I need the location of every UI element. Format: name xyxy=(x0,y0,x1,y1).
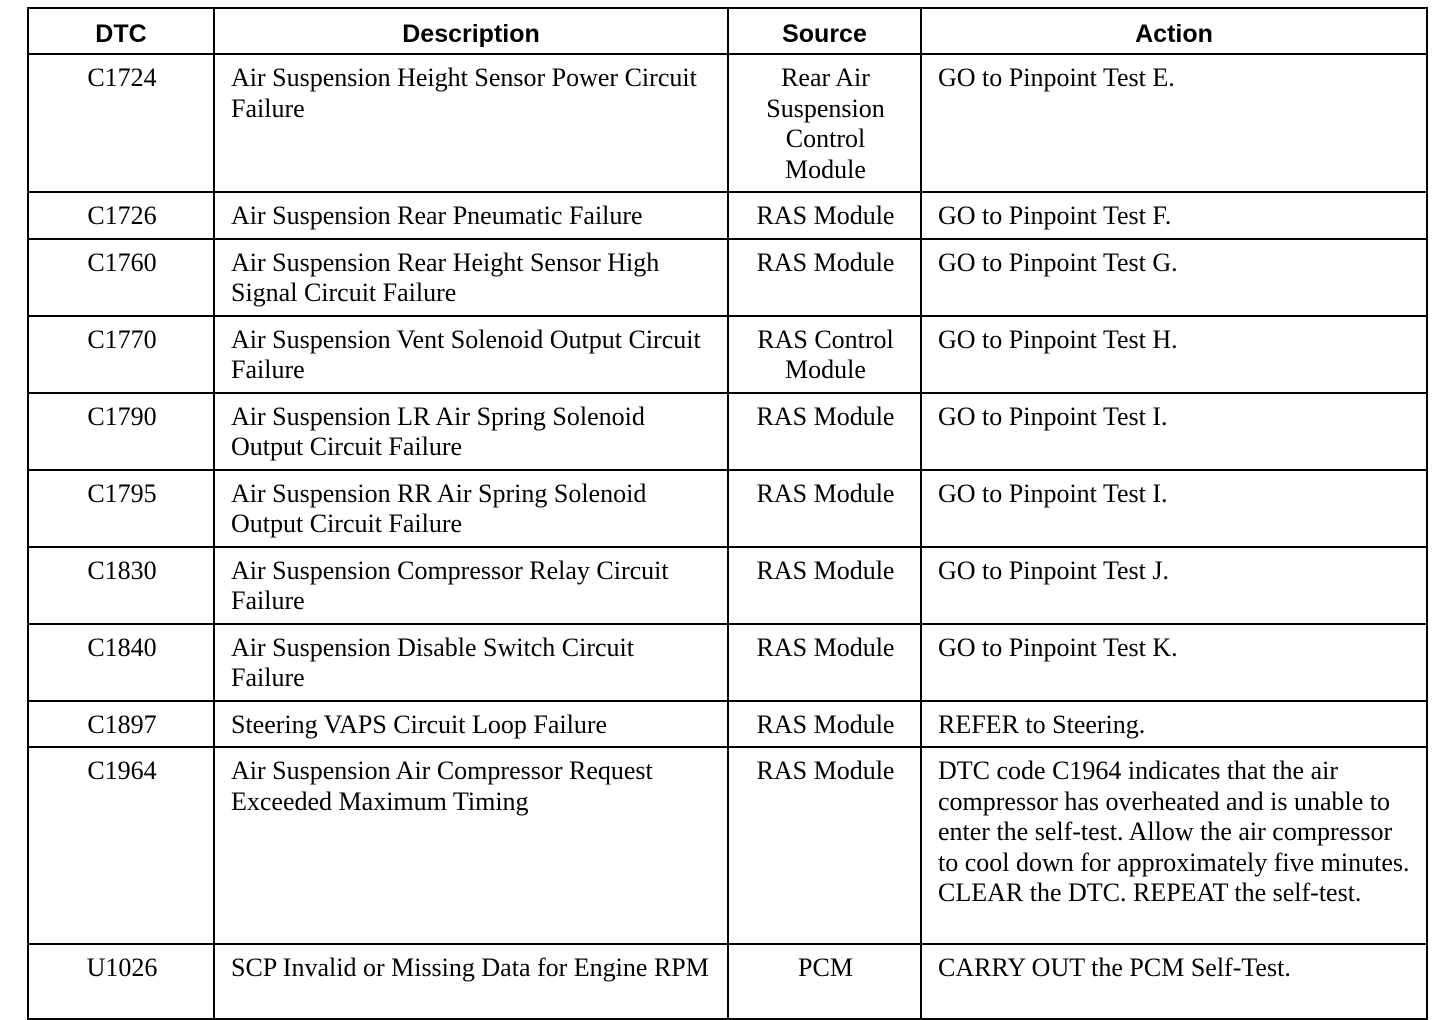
source-cell: RAS Control Module xyxy=(728,316,921,393)
table-row xyxy=(28,54,1427,192)
header-source: Source xyxy=(728,8,921,54)
source-cell: RAS Module xyxy=(728,393,921,470)
source-cell: RAS Module xyxy=(728,747,921,944)
action-cell: GO to Pinpoint Test K. xyxy=(921,624,1427,701)
action-cell: DTC code C1964 indicates that the air compressor has overheated and is unable to enter the self-test. Allow the air compressor to cool down for approximately five minutes. CLEAR the DTC. REPEAT the self-test. xyxy=(921,747,1427,944)
source-cell: Rear Air Suspension Control Module xyxy=(728,54,921,192)
table-header-row xyxy=(28,8,1427,54)
description-cell: Air Suspension Air Compressor Request Exceeded Maximum Timing xyxy=(214,747,728,944)
dtc-table xyxy=(27,7,1428,1020)
header-action: Action xyxy=(921,8,1427,54)
source-cell: PCM xyxy=(728,944,921,1019)
dtc-cell: C1897 xyxy=(28,701,214,748)
dtc-cell: C1964 xyxy=(28,747,214,944)
description-cell: Steering VAPS Circuit Loop Failure xyxy=(214,701,728,748)
description-cell: Air Suspension Compressor Relay Circuit Failure xyxy=(214,547,728,624)
table-row xyxy=(28,393,1427,470)
action-cell: REFER to Steering. xyxy=(921,701,1427,748)
action-cell: GO to Pinpoint Test I. xyxy=(921,470,1427,547)
table-row xyxy=(28,944,1427,1019)
table-row xyxy=(28,192,1427,239)
action-cell: GO to Pinpoint Test F. xyxy=(921,192,1427,239)
action-cell: GO to Pinpoint Test J. xyxy=(921,547,1427,624)
table-row xyxy=(28,239,1427,316)
header-description: Description xyxy=(214,8,728,54)
description-cell: Air Suspension RR Air Spring Solenoid Output Circuit Failure xyxy=(214,470,728,547)
dtc-cell: C1830 xyxy=(28,547,214,624)
description-cell: Air Suspension Height Sensor Power Circuit Failure xyxy=(214,54,728,192)
action-cell: CARRY OUT the PCM Self-Test. xyxy=(921,944,1427,1019)
description-cell: Air Suspension Vent Solenoid Output Circuit Failure xyxy=(214,316,728,393)
dtc-cell: C1790 xyxy=(28,393,214,470)
action-cell: GO to Pinpoint Test I. xyxy=(921,393,1427,470)
table-row xyxy=(28,316,1427,393)
table-row xyxy=(28,624,1427,701)
table-row xyxy=(28,547,1427,624)
table-row xyxy=(28,747,1427,944)
source-cell: RAS Module xyxy=(728,470,921,547)
dtc-cell: C1724 xyxy=(28,54,214,192)
dtc-cell: C1726 xyxy=(28,192,214,239)
dtc-cell: C1840 xyxy=(28,624,214,701)
dtc-cell: C1795 xyxy=(28,470,214,547)
source-cell: RAS Module xyxy=(728,192,921,239)
table-row xyxy=(28,701,1427,748)
dtc-cell: U1026 xyxy=(28,944,214,1019)
header-dtc: DTC xyxy=(28,8,214,54)
source-cell: RAS Module xyxy=(728,239,921,316)
source-cell: RAS Module xyxy=(728,624,921,701)
action-cell: GO to Pinpoint Test E. xyxy=(921,54,1427,192)
action-cell: GO to Pinpoint Test H. xyxy=(921,316,1427,393)
source-cell: RAS Module xyxy=(728,701,921,748)
description-cell: Air Suspension Rear Pneumatic Failure xyxy=(214,192,728,239)
dtc-cell: C1770 xyxy=(28,316,214,393)
description-cell: SCP Invalid or Missing Data for Engine RPM xyxy=(214,944,728,1019)
source-cell: RAS Module xyxy=(728,547,921,624)
action-cell: GO to Pinpoint Test G. xyxy=(921,239,1427,316)
description-cell: Air Suspension LR Air Spring Solenoid Output Circuit Failure xyxy=(214,393,728,470)
description-cell: Air Suspension Disable Switch Circuit Failure xyxy=(214,624,728,701)
table-row xyxy=(28,470,1427,547)
dtc-cell: C1760 xyxy=(28,239,214,316)
description-cell: Air Suspension Rear Height Sensor High Signal Circuit Failure xyxy=(214,239,728,316)
